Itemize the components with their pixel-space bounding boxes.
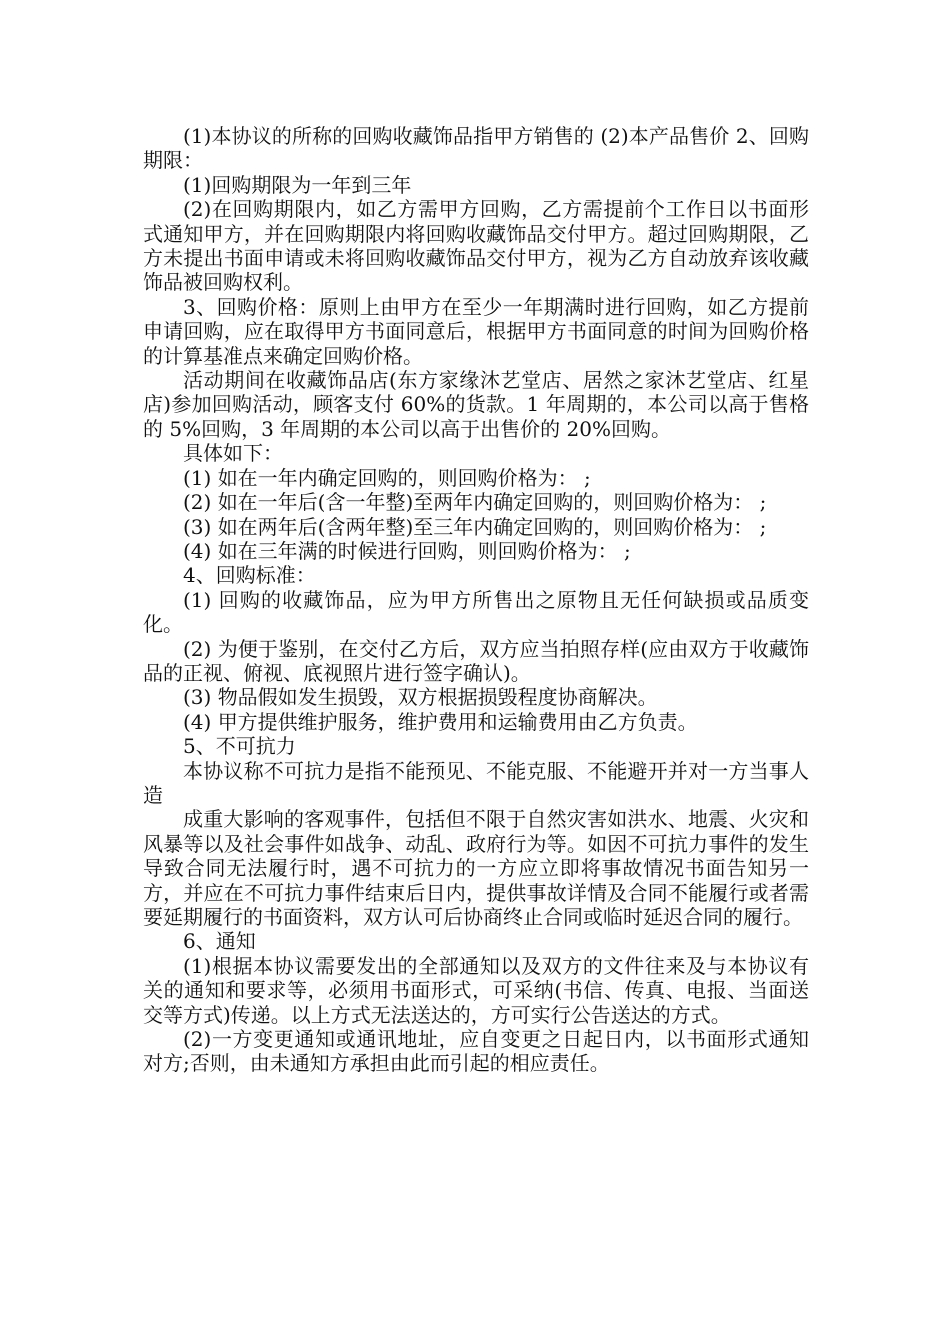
paragraph-notice-address-change: (2)一方变更通知或通讯地址，应自变更之日起日内，以书面形式通知对方;否则，由未通知方承担由此而引起的相应责任。	[143, 1027, 809, 1076]
section-heading-force-majeure: 5、不可抗力	[183, 734, 296, 759]
document-page	[143, 124, 809, 1076]
paragraph-standard-original-item: (1) 回购的收藏饰品，应为甲方所售出之原物且无任何缺损或品质变化。	[143, 587, 809, 637]
section-heading-notice: 6、通知	[183, 929, 256, 954]
paragraph-details-heading: 具体如下：	[183, 441, 283, 466]
paragraph-product-definition: (1)本协议的所称的回购收藏饰品指甲方销售的 (2)本产品售价 2、回购期限：	[143, 124, 809, 173]
paragraph-notice-written-form: (1)根据本协议需要发出的全部通知以及双方的文件往来及与本协议有关的通知和要求等，必须用书面形式，可采纳(书信、传真、电报、当面送交等方式)传递。以上方式无法送达的，方可实行公告送达的方式。	[143, 953, 809, 1027]
paragraph-buyback-price: 3、回购价格：原则上由甲方在至少一年期满时进行回购，如乙方提前申请回购，应在取得甲方书面同意后，根据甲方书面同意的时间为回购价格的计算基准点来确定回购价格。	[143, 294, 809, 368]
paragraph-standard-damage: (3) 物品假如发生损毁，双方根据损毁程度协商解决。	[183, 685, 658, 710]
paragraph-standard-photo-record: (2) 为便于鉴别，在交付乙方后，双方应当拍照存样(应由双方于收藏饰品的正视、俯视、底视照片进行签字确认)。	[143, 636, 809, 685]
paragraph-standard-maintenance: (4) 甲方提供维护服务，维护费用和运输费用由乙方负责。	[183, 709, 698, 734]
paragraph-price-within-one-year: (1) 如在一年内确定回购的，则回购价格为： ;	[183, 465, 591, 490]
paragraph-force-majeure-definition: 本协议称不可抗力是指不能预见、不能克服、不能避开并对一方当事人造	[143, 758, 809, 807]
paragraph-force-majeure-details: 成重大影响的客观事件，包括但不限于自然灾害如洪水、地震、火灾和风暴等以及社会事件如战争、动乱、政府行为等。如因不可抗力事件的发生导致合同无法履行时，遇不可抗力的一方应立即将事故情况书面告知另一方，并应在不可抗力事件结束后日内，提供事故详情及合同不能履行或者需要延期履行的书面资料，双方认可后协商终止合同或临时延迟合同的履行。	[143, 807, 809, 929]
paragraph-price-two-to-three-years: (3) 如在两年后(含两年整)至三年内确定回购的，则回购价格为： ;	[183, 514, 767, 539]
paragraph-buyback-period-range: (1)回购期限为一年到三年	[183, 172, 412, 197]
paragraph-buyback-notice: (2)在回购期限内，如乙方需甲方回购，乙方需提前个工作日以书面形式通知甲方，并在回购期限内将回购收藏饰品交付甲方。超过回购期限，乙方未提出书面申请或未将回购收藏饰品交付甲方，视为乙方自动放弃该收藏饰品被回购权利。	[143, 197, 809, 295]
paragraph-price-after-three-years: (4) 如在三年满的时候进行回购，则回购价格为： ;	[183, 538, 631, 563]
section-heading-buyback-standard: 4、回购标准：	[183, 563, 316, 588]
paragraph-promotion: 活动期间在收藏饰品店(东方家缘沐艺堂店、居然之家沐艺堂店、红星店)参加回购活动，顾客支付 60%的货款。1 年周期的，本公司以高于售格的 5%回购，3 年周期的本公司以高于出售价的 20%回购。	[143, 368, 809, 441]
paragraph-price-one-to-two-years: (2) 如在一年后(含一年整)至两年内确定回购的，则回购价格为： ;	[183, 490, 767, 515]
